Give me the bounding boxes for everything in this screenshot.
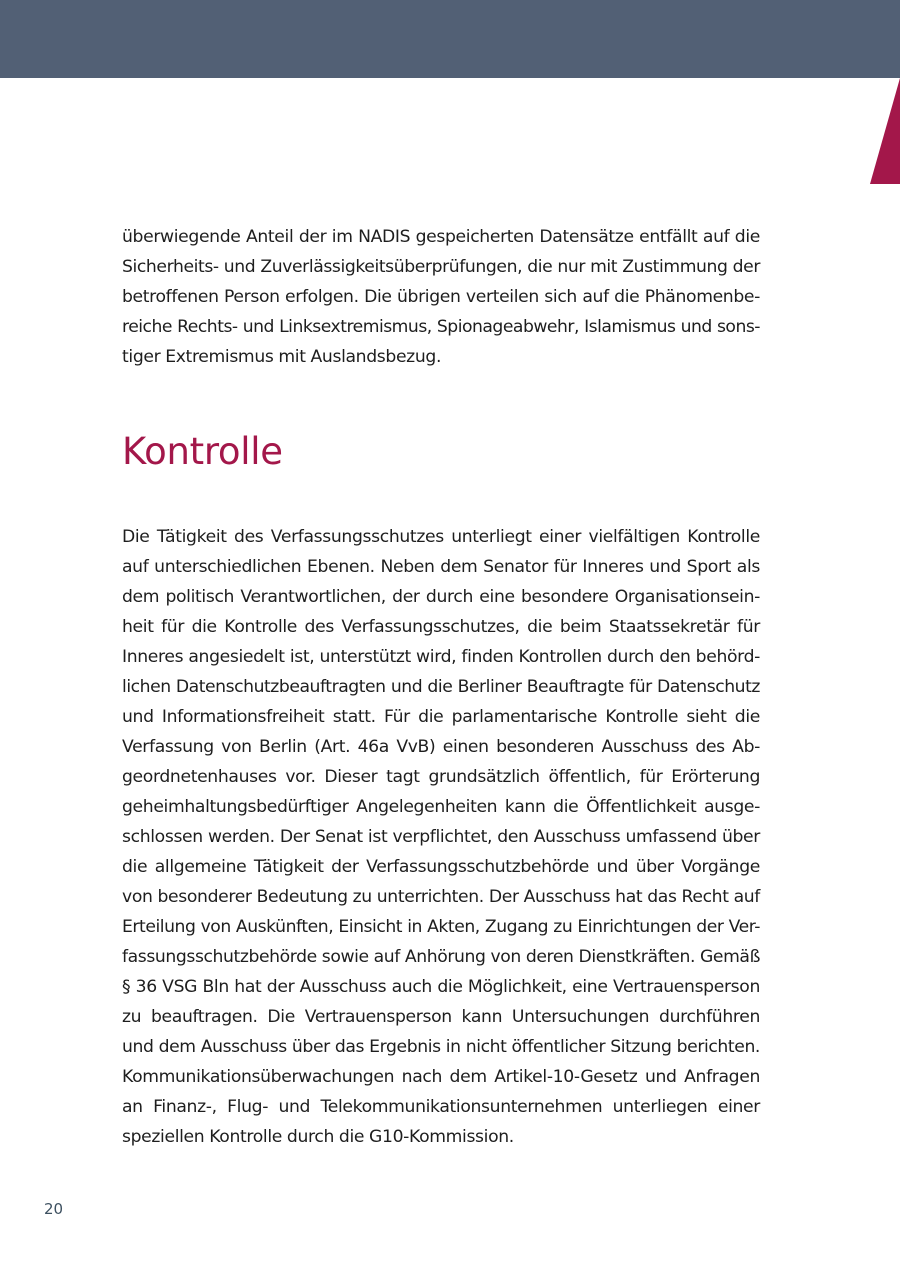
text-line: an Finanz-, Flug- und Telekommunikationsunternehmen unterliegen einer bbox=[122, 1097, 760, 1117]
text-line: zu beauftragen. Die Vertrauensperson kann Untersuchungen durchführen bbox=[122, 1007, 760, 1027]
text-line: Sicherheits- und Zuverlässigkeitsüberprüfungen, die nur mit Zustimmung der bbox=[122, 257, 760, 277]
text-line: Inneres angesiedelt ist, unterstützt wird, finden Kontrollen durch den behörd- bbox=[122, 647, 760, 667]
text-line: geheimhaltungsbedürftiger Angelegenheiten kann die Öffentlichkeit ausge- bbox=[122, 797, 760, 817]
corner-accent-triangle bbox=[870, 78, 900, 184]
text-line: tiger Extremismus mit Auslandsbezug. bbox=[122, 347, 442, 367]
text-line: lichen Datenschutzbeauftragten und die Berliner Beauftragte für Datenschutz bbox=[122, 677, 760, 697]
text-line: speziellen Kontrolle durch die G10-Kommission. bbox=[122, 1127, 514, 1147]
text-line: fassungsschutzbehörde sowie auf Anhörung von deren Dienstkräften. Gemäß bbox=[122, 947, 760, 967]
text-line: schlossen werden. Der Senat ist verpflichtet, den Ausschuss umfassend über bbox=[122, 827, 760, 847]
text-line: betroffenen Person erfolgen. Die übrigen verteilen sich auf die Phänomenbe- bbox=[122, 287, 760, 307]
section-paragraph bbox=[122, 522, 760, 1152]
text-line: Verfassung von Berlin (Art. 46a VvB) einen besonderen Ausschuss des Ab- bbox=[122, 737, 760, 757]
text-line: überwiegende Anteil der im NADIS gespeicherten Datensätze entfällt auf die bbox=[122, 227, 760, 247]
section-heading: Kontrolle bbox=[122, 430, 283, 473]
text-line: Kommunikationsüberwachungen nach dem Artikel-10-Gesetz und Anfragen bbox=[122, 1067, 760, 1087]
text-line: geordnetenhauses vor. Dieser tagt grundsätzlich öffentlich, für Erörterung bbox=[122, 767, 760, 787]
text-line: von besonderer Bedeutung zu unterrichten. Der Ausschuss hat das Recht auf bbox=[122, 887, 760, 907]
intro-paragraph bbox=[122, 222, 760, 372]
top-header-bar bbox=[0, 0, 900, 78]
text-line: und Informationsfreiheit statt. Für die parlamentarische Kontrolle sieht die bbox=[122, 707, 760, 727]
text-line: § 36 VSG Bln hat der Ausschuss auch die Möglichkeit, eine Vertrauensperson bbox=[122, 977, 760, 997]
text-line: die allgemeine Tätigkeit der Verfassungsschutzbehörde und über Vorgänge bbox=[122, 857, 760, 877]
accent-triangle-shape bbox=[870, 78, 900, 184]
text-line: Erteilung von Auskünften, Einsicht in Akten, Zugang zu Einrichtungen der Ver- bbox=[122, 917, 760, 937]
text-line: heit für die Kontrolle des Verfassungsschutzes, die beim Staatssekretär für bbox=[122, 617, 760, 637]
text-line: Die Tätigkeit des Verfassungsschutzes unterliegt einer vielfältigen Kontrolle bbox=[122, 527, 760, 547]
text-line: reiche Rechts- und Linksextremismus, Spionageabwehr, Islamismus und sons- bbox=[122, 317, 760, 337]
text-line: und dem Ausschuss über das Ergebnis in nicht öffentlicher Sitzung berichten. bbox=[122, 1037, 760, 1057]
page-number: 20 bbox=[44, 1200, 64, 1218]
text-line: dem politisch Verantwortlichen, der durch eine besondere Organisationsein- bbox=[122, 587, 760, 607]
text-line: auf unterschiedlichen Ebenen. Neben dem Senator für Inneres und Sport als bbox=[122, 557, 760, 577]
